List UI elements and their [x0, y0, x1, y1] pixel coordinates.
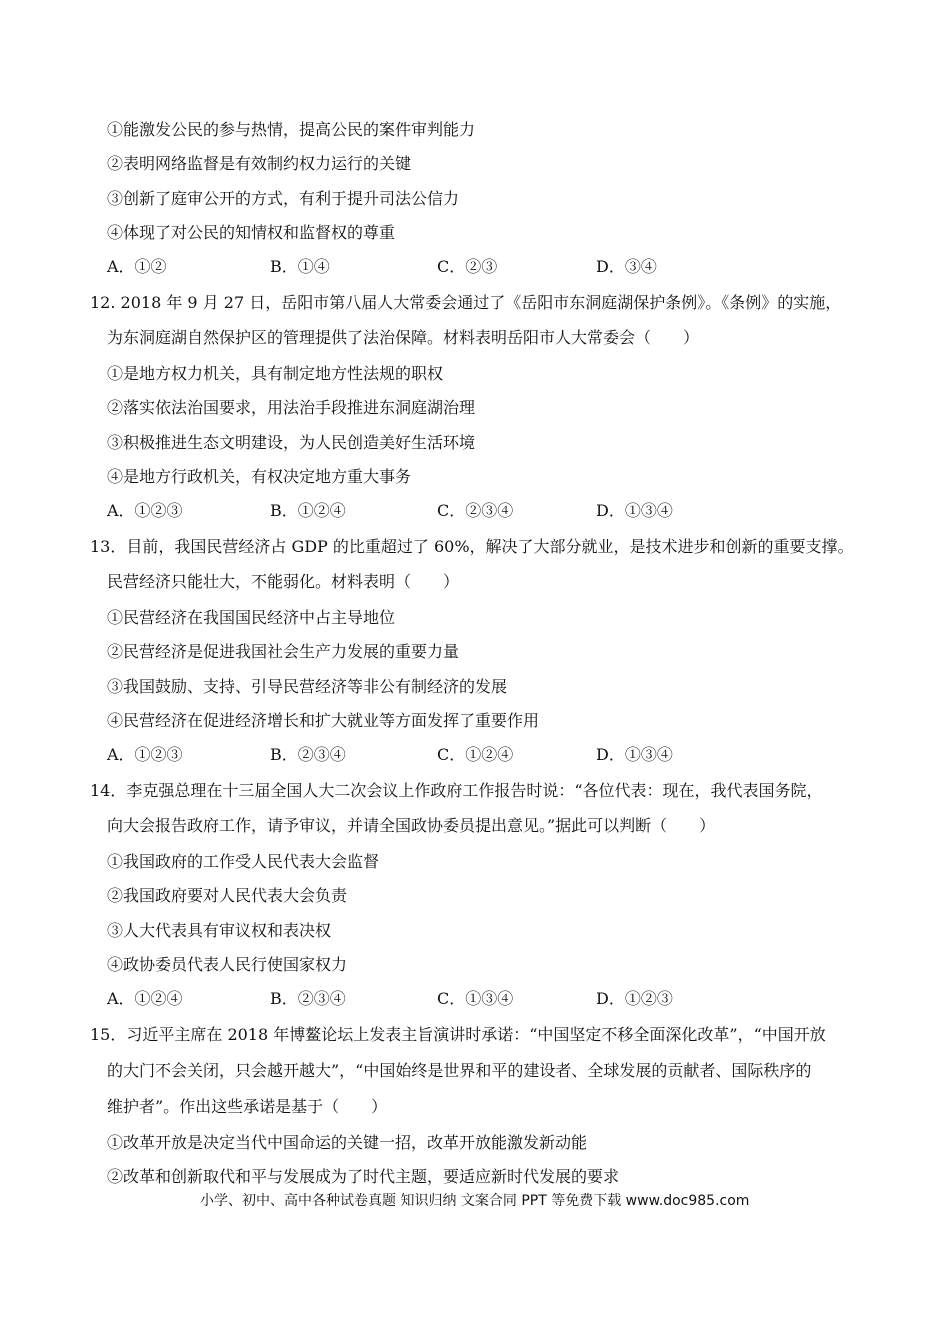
- q12-stem-line-1: 12. 2018 年 9 月 27 日，岳阳市第八届人大常委会通过了《岳阳市东洞庭湖保护条例》。《条例》的实施，: [90, 293, 842, 312]
- q12-item-2: ②落实依法治国要求，用法治手段推进东洞庭湖治理: [107, 398, 476, 417]
- q12-item-3: ③积极推进生态文明建设，为人民创造美好生活环境: [107, 433, 476, 452]
- q13-item-4: ④民营经济在促进经济增长和扩大就业等方面发挥了重要作用: [107, 711, 540, 730]
- q12-option-a: A．①②③: [107, 501, 183, 520]
- q13-option-d: D．①③④: [596, 745, 673, 764]
- q15-stem-line-2: 的大门不会关闭，只会越开越大”，“中国始终是世界和平的建设者、全球发展的贡献者、国际秩序的: [107, 1061, 812, 1080]
- q14-option-b: B．②③④: [270, 989, 346, 1008]
- q12-option-b: B．①②④: [270, 501, 346, 520]
- q14-item-4: ④政协委员代表人民行使国家权力: [107, 955, 348, 974]
- q11-item-1: ①能激发公民的参与热情，提高公民的案件审判能力: [107, 120, 476, 139]
- q12-option-c: C．②③④: [437, 501, 514, 520]
- q14-stem-line-1: 14．李克强总理在十三届全国人大二次会议上作政府工作报告时说：“各位代表：现在，我代表国务院，: [90, 781, 823, 800]
- q12-stem-line-2: 为东洞庭湖自然保护区的管理提供了法治保障。材料表明岳阳市人大常委会（ ）: [107, 328, 700, 347]
- q15-stem-line-3: 维护者”。作出这些承诺是基于（ ）: [107, 1097, 388, 1116]
- q13-option-c: C．①②④: [437, 745, 514, 764]
- q15-item-2: ②改革和创新取代和平与发展成为了时代主题，要适应新时代发展的要求: [107, 1167, 620, 1186]
- q11-option-d: D．③④: [596, 257, 657, 276]
- q13-item-1: ①民营经济在我国国民经济中占主导地位: [107, 608, 396, 627]
- q12-item-4: ④是地方行政机关，有权决定地方重大事务: [107, 467, 412, 486]
- q11-item-4: ④体现了对公民的知情权和监督权的尊重: [107, 223, 396, 242]
- q12-option-d: D．①③④: [596, 501, 673, 520]
- q13-stem-line-2: 民营经济只能壮大，不能弱化。材料表明（ ）: [107, 572, 460, 591]
- page-footer: 小学、初中、高中各种试卷真题 知识归纳 文案合同 PPT 等免费下载 www.doc985.com: [200, 1193, 750, 1209]
- q11-option-a: A．①②: [107, 257, 167, 276]
- q14-stem-line-2: 向大会报告政府工作，请予审议，并请全国政协委员提出意见。”据此可以判断（ ）: [107, 816, 716, 835]
- q14-option-c: C．①③④: [437, 989, 514, 1008]
- q11-item-2: ②表明网络监督是有效制约权力运行的关键: [107, 154, 412, 173]
- q13-item-3: ③我国鼓励、支持、引导民营经济等非公有制经济的发展: [107, 677, 508, 696]
- q12-item-1: ①是地方权力机关，具有制定地方性法规的职权: [107, 364, 444, 383]
- q11-option-c: C．②③: [437, 257, 498, 276]
- q14-option-d: D．①②③: [596, 989, 673, 1008]
- q13-option-b: B．②③④: [270, 745, 346, 764]
- q13-option-a: A．①②③: [107, 745, 183, 764]
- q11-option-b: B．①④: [270, 257, 330, 276]
- q14-option-a: A．①②④: [107, 989, 183, 1008]
- q13-item-2: ②民营经济是促进我国社会生产力发展的重要力量: [107, 642, 460, 661]
- q15-stem-line-1: 15．习近平主席在 2018 年博鳌论坛上发表主旨演讲时承诺：“中国坚定不移全面深化改革”，“中国开放: [90, 1025, 826, 1044]
- q14-item-1: ①我国政府的工作受人民代表大会监督: [107, 852, 380, 871]
- q13-stem-line-1: 13．目前，我国民营经济占 GDP 的比重超过了 60%，解决了大部分就业，是技术进步和创新的重要支撑。: [90, 537, 854, 556]
- q14-item-2: ②我国政府要对人民代表大会负责: [107, 886, 348, 905]
- q14-item-3: ③人大代表具有审议权和表决权: [107, 921, 332, 940]
- q11-item-3: ③创新了庭审公开的方式，有利于提升司法公信力: [107, 189, 460, 208]
- q15-item-1: ①改革开放是决定当代中国命运的关键一招，改革开放能激发新动能: [107, 1133, 588, 1152]
